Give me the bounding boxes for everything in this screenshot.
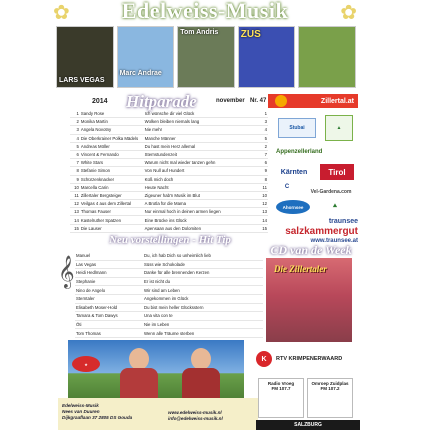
- edelweiss-icon: ✿: [53, 2, 70, 24]
- song-cell: Warum nicht mal wieder tanzen gehn: [144, 159, 260, 167]
- song-cell: Nie mehr: [144, 126, 260, 134]
- song-cell: Manche Männer: [144, 134, 260, 142]
- kaernten-logo[interactable]: Kärnten: [280, 168, 308, 176]
- artist-cell: White Stars: [80, 159, 144, 167]
- footer-email-link[interactable]: info@edelweiss-musik.nl: [168, 416, 223, 421]
- stubai-logo[interactable]: Stubai: [278, 118, 316, 138]
- song-cell: Una vita con te: [143, 312, 263, 321]
- last-week-cell: 2: [260, 142, 268, 150]
- last-week-cell: 9: [260, 167, 268, 175]
- table-row: [70, 110, 268, 118]
- last-week-cell: 7: [260, 150, 268, 158]
- artist-cell: Tom Thomas: [75, 329, 143, 338]
- footer-address: Dijkgraaflaan 37 2805 DS Gouda: [62, 415, 133, 420]
- song-cell: Nur einmal hoch in deinen armen liegen: [144, 208, 260, 216]
- table-row: [70, 159, 268, 167]
- zillertal-banner[interactable]: Zillertal.at: [268, 94, 358, 108]
- new-entries-title: Neu vorstellingen - Hit Tip: [109, 234, 231, 246]
- artist-cell: Die Oberkrainer Polka Mädels: [80, 134, 144, 142]
- last-week-cell: 4: [260, 126, 268, 134]
- song-cell: Angekommen im Glück: [143, 294, 263, 303]
- album-cover-label: ZUS: [240, 29, 261, 40]
- song-cell: Wenn alle Träume sterben: [143, 329, 263, 338]
- artist-cell: Andreas Möller: [80, 142, 144, 150]
- song-cell: Von Null auf Hundert: [144, 167, 260, 175]
- logo-badge: ★: [72, 356, 100, 372]
- song-cell: Er ist nicht du: [143, 277, 263, 286]
- footer-contact: Nees van Duuren: [62, 409, 100, 414]
- edelweiss-icon: ✿: [340, 2, 357, 24]
- station-name: Radio Vroeg: [267, 381, 295, 386]
- last-week-cell: 10: [260, 191, 268, 199]
- table-row: [70, 167, 268, 175]
- cd-week-title: CD van de Week: [270, 243, 352, 257]
- table-row: [70, 118, 268, 126]
- table-row: [70, 134, 268, 142]
- artist-cell: Las Vegas: [75, 260, 143, 269]
- table-row: [70, 191, 268, 199]
- station-frequency: FM 107.2: [320, 386, 340, 391]
- c-logo[interactable]: C: [284, 184, 290, 190]
- artist-cell: Veilgas 4 aus dem Zillertal: [80, 200, 144, 208]
- hitparade-number: Nr. 47: [250, 98, 267, 104]
- table-row: [75, 329, 263, 338]
- artist-cell: Sandy Rose: [80, 110, 144, 118]
- song-cell: Heute Nacht: [144, 183, 260, 191]
- song-cell: Wolken bleiben niemals lang: [144, 118, 260, 126]
- song-cell: Sternstundenzeit: [144, 150, 260, 158]
- last-week-cell: 3: [260, 118, 268, 126]
- treble-clef-icon: 𝄞: [58, 256, 75, 287]
- rank-cell: 4: [70, 134, 80, 142]
- song-cell: Du bist mein heller Glücksstern: [143, 303, 263, 312]
- album-cover[interactable]: [117, 26, 175, 88]
- cd-cover-text: Die Zillertaler: [274, 264, 327, 274]
- traunsee-label: traunsee: [328, 218, 358, 225]
- table-row: [70, 183, 268, 191]
- artist-cell: Öti: [75, 320, 143, 329]
- table-row: [70, 200, 268, 208]
- hitparade-year: 2014: [92, 98, 108, 105]
- song-cell: Danke für alle brennenden Kerzen: [143, 269, 263, 278]
- table-row: [75, 320, 263, 329]
- album-cover[interactable]: [238, 26, 296, 88]
- table-row: [75, 312, 263, 321]
- bottom-strip: SALZBURG: [256, 420, 360, 430]
- last-week-cell: 5: [260, 134, 268, 142]
- album-cover-label: LARS VEGAS: [59, 77, 105, 84]
- artist-cell: Manuel: [75, 252, 143, 260]
- footer: [58, 398, 258, 430]
- table-row: [70, 126, 268, 134]
- song-cell: Du hast mein Herz allemal: [144, 142, 260, 150]
- artist-cell: Schürzenknacker: [80, 175, 144, 183]
- radio-station-card[interactable]: [307, 378, 353, 418]
- cd-week-cover[interactable]: [266, 258, 352, 342]
- last-week-cell: 14: [260, 216, 268, 224]
- album-cover[interactable]: [298, 26, 356, 88]
- hitparade-month: november: [216, 98, 245, 104]
- last-week-cell: 11: [260, 183, 268, 191]
- new-entries-table: [75, 252, 263, 338]
- rank-cell: 15: [70, 224, 80, 232]
- header: [55, 0, 355, 22]
- rank-cell: 9: [70, 175, 80, 183]
- appenzellerland-logo[interactable]: Appenzellerland: [276, 149, 323, 155]
- artist-cell: Monika Martin: [80, 118, 144, 126]
- last-week-cell: 1: [260, 110, 268, 118]
- rank-cell: 12: [70, 200, 80, 208]
- artist-cell: Vincent & Fernando: [80, 150, 144, 158]
- table-row: [75, 260, 263, 269]
- last-week-cell: 13: [260, 208, 268, 216]
- rank-cell: 14: [70, 216, 80, 224]
- group-photo: [68, 340, 244, 400]
- radio-station-card[interactable]: [258, 378, 304, 418]
- rank-cell: 5: [70, 142, 80, 150]
- hitparade-header: [60, 92, 270, 112]
- album-covers-row: [56, 26, 356, 86]
- song-cell: Süss wie Schokolade: [143, 260, 263, 269]
- vel-gardena-logo[interactable]: Vel-Gardena.com: [310, 189, 352, 195]
- rank-cell: 7: [70, 159, 80, 167]
- rtv-label: RTV KRIMPENERWAARD: [276, 356, 343, 362]
- zillertal-crest-logo[interactable]: ▲: [325, 115, 353, 141]
- rtv-logo-icon: K: [256, 351, 272, 367]
- table-row: [75, 303, 263, 312]
- person-figure: [118, 348, 160, 400]
- artist-cell: Stefanie Simon: [80, 167, 144, 175]
- table-row: [70, 142, 268, 150]
- rank-cell: 8: [70, 167, 80, 175]
- song-cell: Eine Brücke ins Glück: [144, 216, 260, 224]
- mountain-logo[interactable]: ⛰: [332, 203, 338, 209]
- last-week-cell: 12: [260, 200, 268, 208]
- station-name: Omroep Zuidplas: [311, 381, 349, 386]
- traunsee-link[interactable]: www.traunsee.at: [310, 238, 358, 244]
- ahornsee-logo[interactable]: Ahornsee: [276, 200, 310, 214]
- salzkammergut-label: salzkammergut: [285, 226, 358, 237]
- rank-cell: 11: [70, 191, 80, 199]
- table-row: [75, 277, 263, 286]
- artist-cell: Tamara & Tom Dawys: [75, 312, 143, 321]
- artist-cell: Elisabeth Moser-Hold: [75, 303, 143, 312]
- table-row: [70, 175, 268, 183]
- song-cell: Zigeuner hab'n Musik im Blut: [144, 191, 260, 199]
- rank-cell: 1: [70, 110, 80, 118]
- album-cover[interactable]: [56, 26, 114, 88]
- person-figure: [180, 348, 222, 400]
- album-cover-label: Tom Andris: [180, 29, 219, 36]
- table-row: [75, 286, 263, 295]
- table-row: [75, 252, 263, 260]
- zillertal-logo-icon: [275, 95, 287, 107]
- rank-cell: 10: [70, 183, 80, 191]
- artist-cell: Thomas Fauser: [80, 208, 144, 216]
- page-title: Edelweiss-Musik: [121, 0, 289, 23]
- artist-cell: Kastelruther Spatzen: [80, 216, 144, 224]
- station-frequency: FM 107.7: [271, 386, 291, 391]
- hitparade-table: [70, 110, 268, 233]
- tirol-logo[interactable]: Tirol: [320, 164, 354, 180]
- footer-name: Edelweiss-Musik: [62, 403, 99, 408]
- rtv-banner[interactable]: [256, 350, 360, 368]
- song-cell: Ich wünsche dir viel Glück: [144, 110, 260, 118]
- artist-cell: Die Lauser: [80, 224, 144, 232]
- artist-cell: Sterntaler: [75, 294, 143, 303]
- rank-cell: 6: [70, 150, 80, 158]
- rank-cell: 2: [70, 118, 80, 126]
- song-cell: Nie im Leben: [143, 320, 263, 329]
- table-row: [75, 269, 263, 278]
- artist-cell: Heidi Hedlmann: [75, 269, 143, 278]
- album-cover-label: Marc Andrae: [119, 70, 162, 77]
- table-row: [70, 150, 268, 158]
- table-row: [75, 294, 263, 303]
- artist-cell: Zillertaler Bergsteiger: [80, 191, 144, 199]
- song-cell: Du, ich hab Dich so unheimlich lieb: [143, 252, 263, 260]
- table-row: [70, 216, 268, 224]
- table-row: [70, 224, 268, 232]
- last-week-cell: 6: [260, 159, 268, 167]
- artist-cell: Angela Novotny: [80, 126, 144, 134]
- footer-website-link[interactable]: www.edelweiss-musik.nl: [168, 410, 222, 415]
- artist-cell: Stephanie: [75, 277, 143, 286]
- artist-cell: Nino de Angelo: [75, 286, 143, 295]
- last-week-cell: 15: [260, 224, 268, 232]
- rank-cell: 13: [70, 208, 80, 216]
- artist-cell: Marcella Carin: [80, 183, 144, 191]
- album-cover[interactable]: [177, 26, 235, 88]
- song-cell: A Brotla für die Mama: [144, 200, 260, 208]
- rank-cell: 3: [70, 126, 80, 134]
- song-cell: Apensaan aus den Dolomiten: [144, 224, 260, 232]
- song-cell: Küß mich doch: [144, 175, 260, 183]
- song-cell: Wir sind am Leben: [143, 286, 263, 295]
- table-row: [70, 208, 268, 216]
- last-week-cell: 8: [260, 175, 268, 183]
- hitparade-title: Hitparade: [126, 92, 197, 111]
